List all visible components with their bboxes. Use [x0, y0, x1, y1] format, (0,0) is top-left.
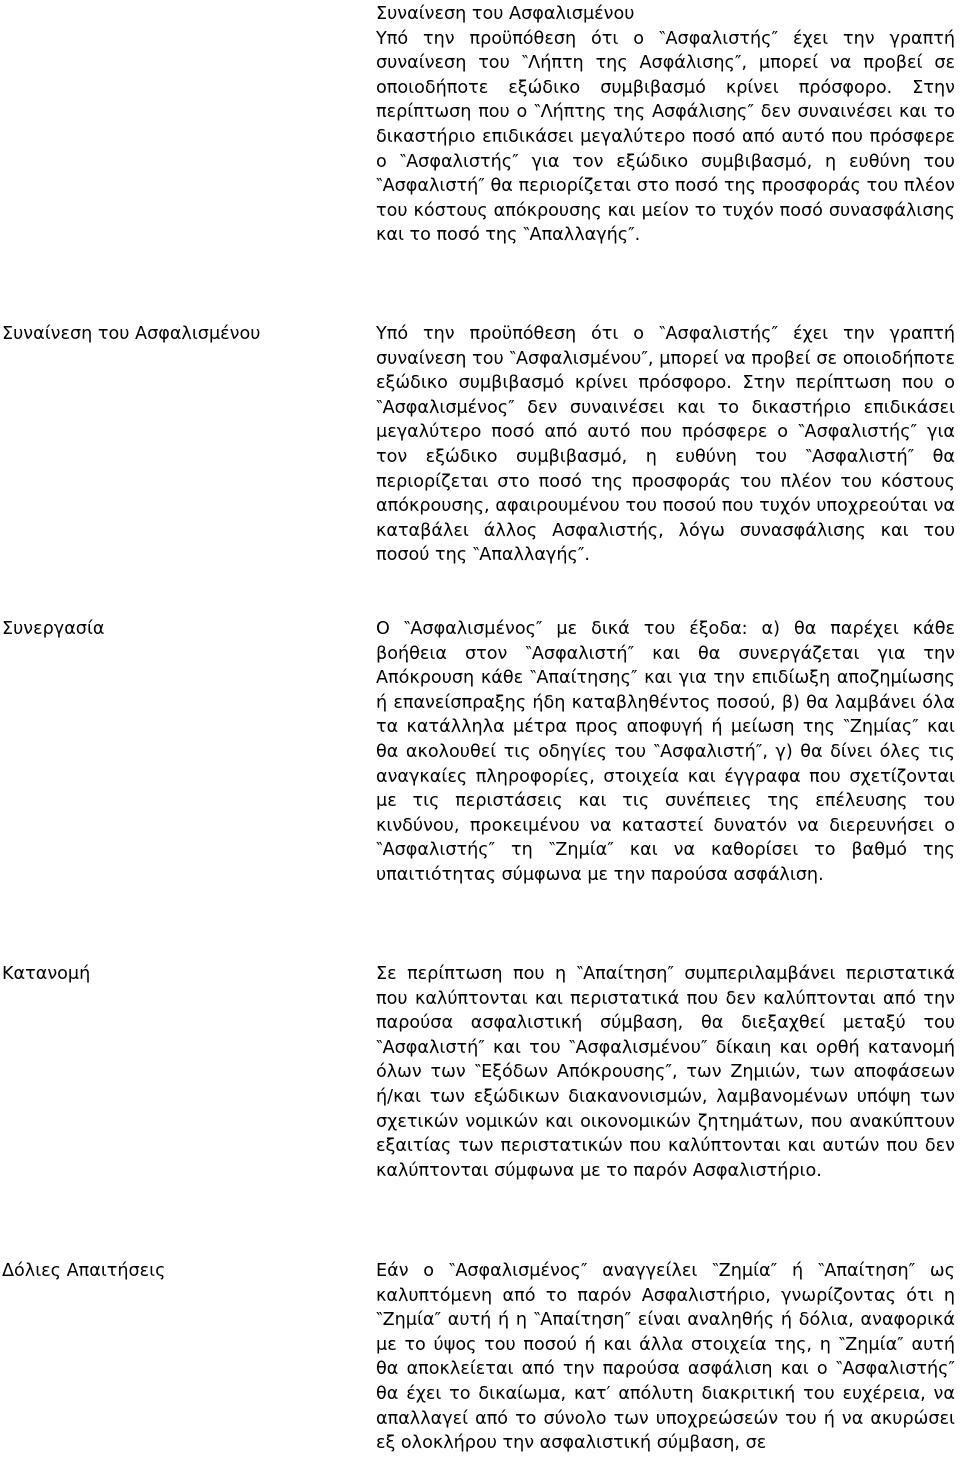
top-section-body: Υπό την προϋπόθεση ότι ο ‶Ασφαλιστής″ έχει την γραπτή συναίνεση του ‶Λήπτη της Ασφάλισης″, μπορεί να προβεί σε οποιοδήποτε εξώδικο συμβιβασμό κρίνει πρόσφορο. Στην περίπτωση που ο ‶Λήπτης της Ασφάλισης″ δεν συναινέσει και το δικαστήριο επιδικάσει μεγαλύτερο ποσό από αυτό που πρόσφερε ο ‶Ασφαλιστής″ για τον εξώδικο συμβιβασμό, η ευθύνη του ‶Ασφαλιστή″ θα περιορίζεται στο ποσό της προσφοράς του πλέον του κόστους απόκρουσης και μείον το τυχόν ποσό συνασφάλισης και το ποσό της ‶Απαλλαγής″. — [376, 28, 955, 246]
top-section — [376, 2, 955, 248]
section-label-consent: Συναίνεση του Ασφαλισμένου — [2, 324, 261, 344]
section-text-cooperation: Ο ‶Ασφαλισμένος″ με δικά του έξοδα: α) θα παρέχει κάθε βοήθεια στον ‶Ασφαλιστή″ και θα συνεργάζεται για την Απόκρουση κάθε ‶Απαίτησης″ και για την επιδίωξη αποζημίωσης ή επανείσπραξης ήδη καταβληθέντος ποσού, β) θα λαμβάνει όλα τα κατάλληλα μέτρα προς αποφυγή ή μείωση της ‶Ζημίας″ και θα ακολουθεί τις οδηγίες του ‶Ασφαλιστή″, γ) θα δίνει όλες τις αναγκαίες πληροφορίες, στοιχεία και έγγραφα που σχετίζονται με τις περιστάσεις και τις συνέπειες της επέλευσης του κινδύνου, προκειμένου να καταστεί δυνατόν να διερευνήσει ο ‶Ασφαλιστής″ τη ‶Ζημία″ και να καθορίσει το βαθμό της υπαιτιότητας σύμφωνα με την παρούσα ασφάλιση. — [376, 619, 955, 885]
section-text-consent: Υπό την προϋπόθεση ότι ο ‶Ασφαλιστής″ έχει την γραπτή συναίνεση του ‶Ασφαλισμένου″, μπορεί να προβεί σε οποιοδήποτε εξώδικο συμβιβασμό κρίνει πρόσφορο. Στην περίπτωση που ο ‶Ασφαλισμένος″ δεν συναινέσει και το δικαστήριο επιδικάσει μεγαλύτερο ποσό από αυτό που πρόσφερε ο ‶Ασφαλιστής″ για τον εξώδικο συμβιβασμό, η ευθύνη του ‶Ασφαλιστή″ θα περιορίζεται στο ποσό της προσφοράς του πλέον του κόστους απόκρουσης, αφαιρουμένου του ποσού που τυχόν υποχρεούται να καταβάλει άλλος Ασφαλιστής, λόγω συνασφάλισης και του ποσού της ‶Απαλλαγής″. — [376, 324, 955, 566]
section-text-fraudulent-claims: Εάν ο ‶Ασφαλισμένος″ αναγγείλει ‶Ζημία″ ή ‶Απαίτηση″ ως καλυπτόμενη από το παρόν Ασφαλιστήριο, γνωρίζοντας ότι η ‶Ζημία″ αυτή ή η ‶Απαίτηση″ είναι αναληθής ή δόλια, αναφορικά με το ύψος του ποσού ή και άλλα στοιχεία της, η ‶Ζημία″ αυτή θα αποκλείεται από την παρούσα ασφάλιση και ο ‶Ασφαλιστής″ θα έχει το δικαίωμα, κατ′ απόλυτη διακριτική του ευχέρεια, να απαλλαγεί από το σύνολο των υποχρεώσεών του ή να ακυρώσει εξ ολοκλήρου την ασφαλιστική σύμβαση, σε — [376, 1261, 955, 1454]
section-label-allocation: Κατανομή — [2, 964, 91, 984]
section-label-fraudulent-claims: Δόλιες Απαιτήσεις — [2, 1261, 166, 1281]
top-section-title: Συναίνεση του Ασφαλισμένου — [376, 4, 635, 24]
section-text-allocation: Σε περίπτωση που η ‶Απαίτηση″ συμπεριλαμβάνει περιστατικά που καλύπτονται και περιστατικά που δεν καλύπτονται από την παρούσα ασφαλιστική σύμβαση, θα διεξαχθεί μεταξύ του ‶Ασφαλιστή″ και του ‶Ασφαλισμένου″ δίκαιη και ορθή κατανομή όλων των ‶Εξόδων Απόκρουσης″, των Ζημιών, των αποφάσεων ή/και των εξώδικων διακανονισμών, λαμβανομένων υπόψη των σχετικών νομικών και οικονομικών ζητημάτων, που ανακύπτουν εξαιτίας των περιστατικών που καλύπτονται και αυτών που δεν καλύπτονται σύμφωνα με το παρόν Ασφαλιστήριο. — [376, 964, 955, 1181]
section-label-cooperation: Συνεργασία — [2, 619, 105, 639]
